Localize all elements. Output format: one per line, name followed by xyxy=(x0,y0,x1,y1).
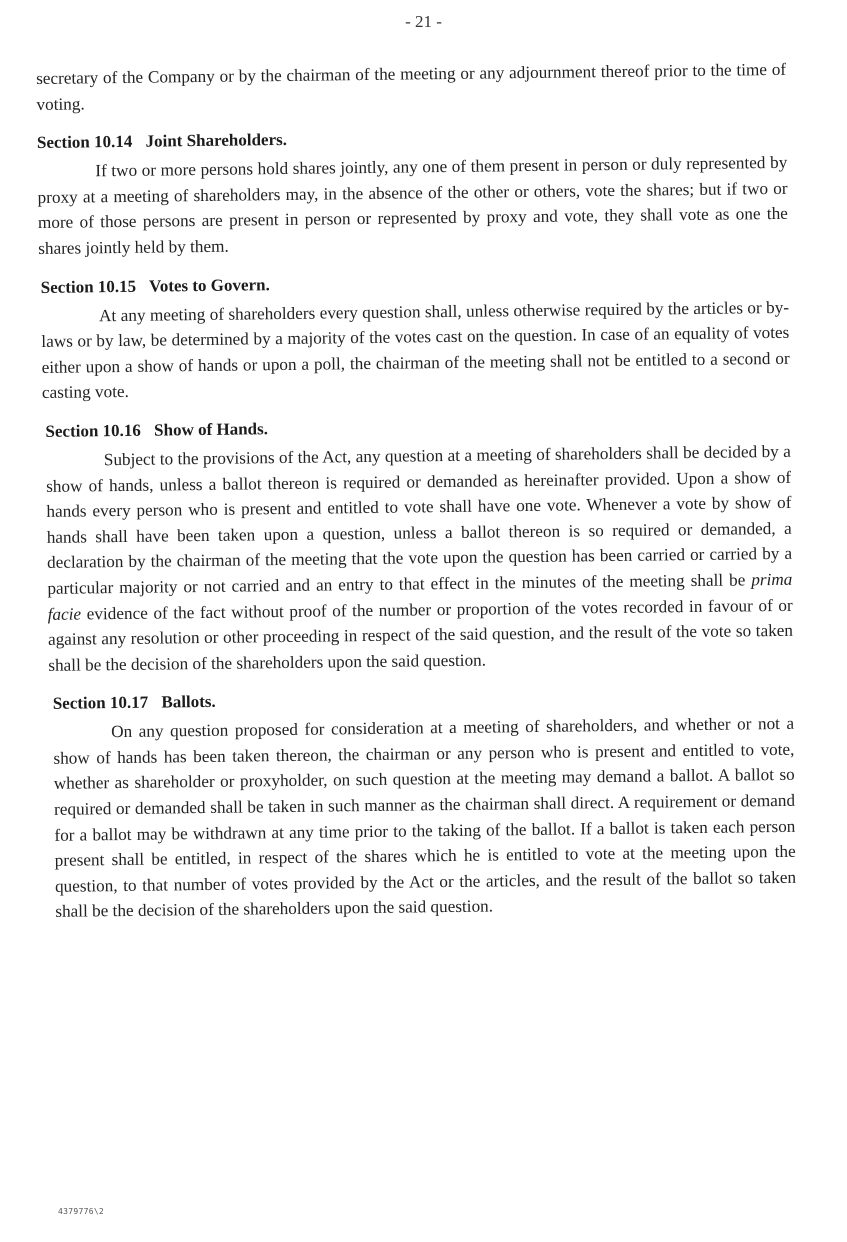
section-10-17 xyxy=(44,683,797,925)
page-number: - 21 - xyxy=(405,12,442,31)
section-10-16 xyxy=(40,411,793,678)
latin-phrase: prima facie xyxy=(47,569,793,624)
section-number: Section 10.15 xyxy=(40,276,137,297)
page-content xyxy=(36,57,796,925)
document-id: 4379776\2 xyxy=(58,1207,105,1216)
section-title: Show of Hands. xyxy=(153,419,269,440)
section-body: On any question proposed for consideration at a meeting of shareholders, and whether or not a show of hands has been taken thereon, the chairman or any person who is present and entitled to vote, whether as shareholder or proxyholder, on such question at the meeting may demand a ballot. A ballot so required or demanded shall be taken in such manner as the chairman shall direct. A requirement or demand for a ballot may be withdrawn at any time prior to the taking of the ballot. If a ballot is taken each person present shall be entitled, in respect of the shares which he is entitled to vote at the meeting upon the question, to that number of votes provided by the Act or the articles, and the result of the ballot so taken shall be the decision of the shareholders upon the said question. xyxy=(53,714,797,922)
section-number: Section 10.16 xyxy=(45,420,141,441)
section-body: If two or more persons hold shares jointly, any one of them present in person or duly represented by proxy at a meeting of shareholders may, in the absence of the other or others, vote the shares; but if two or more of those persons are present in person or represented by proxy and vote, they shall vote as one the shares jointly held by them. xyxy=(37,153,788,258)
continuation-paragraph: secretary of the Company or by the chairman of the meeting or any adjournment thereof prior to the time of voting. xyxy=(36,59,787,114)
section-heading xyxy=(41,266,789,299)
section-title: Joint Shareholders. xyxy=(145,130,288,151)
section-10-15 xyxy=(39,266,791,406)
section-title: Ballots. xyxy=(161,692,216,712)
section-body: At any meeting of shareholders every question shall, unless otherwise required by the articles or by-laws or by law, be determined by a majority of the votes cast on the question. In case of an equality of votes either upon a show of hands or upon a poll, the chairman of the meeting shall not be entitled to a second or casting vote. xyxy=(41,297,790,403)
section-title: Votes to Govern. xyxy=(148,274,270,296)
section-body-text: evidence of the fact without proof of the number or proportion of the votes recorded in favour of or against any resolution or other proceeding in respect of the said question, and the result of the vote so taken shall be the decision of the shareholders upon the said question. xyxy=(47,595,794,675)
section-10-14 xyxy=(37,122,789,262)
section-number: Section 10.17 xyxy=(52,692,149,714)
section-body xyxy=(46,439,794,678)
section-body-text: Subject to the provisions of the Act, any question at a meeting of shareholders shall be decided by a show of hands, unless a ballot thereon is required or demanded as hereinafter provided. Upon a show of hands every person who is present and entitled to vote shall have one vote. Whenever a vote by show of hands shall have been taken upon a question, unless a ballot thereon is so required or demanded, a declaration by the chairman of the meeting that the vote upon the question has been carried or carried by a particular majority or not carried and an entry to that effect in the minutes of the meeting shall be xyxy=(46,441,793,598)
section-heading xyxy=(53,683,794,716)
section-heading xyxy=(45,411,790,444)
section-number: Section 10.14 xyxy=(36,132,133,153)
section-heading xyxy=(37,122,787,155)
